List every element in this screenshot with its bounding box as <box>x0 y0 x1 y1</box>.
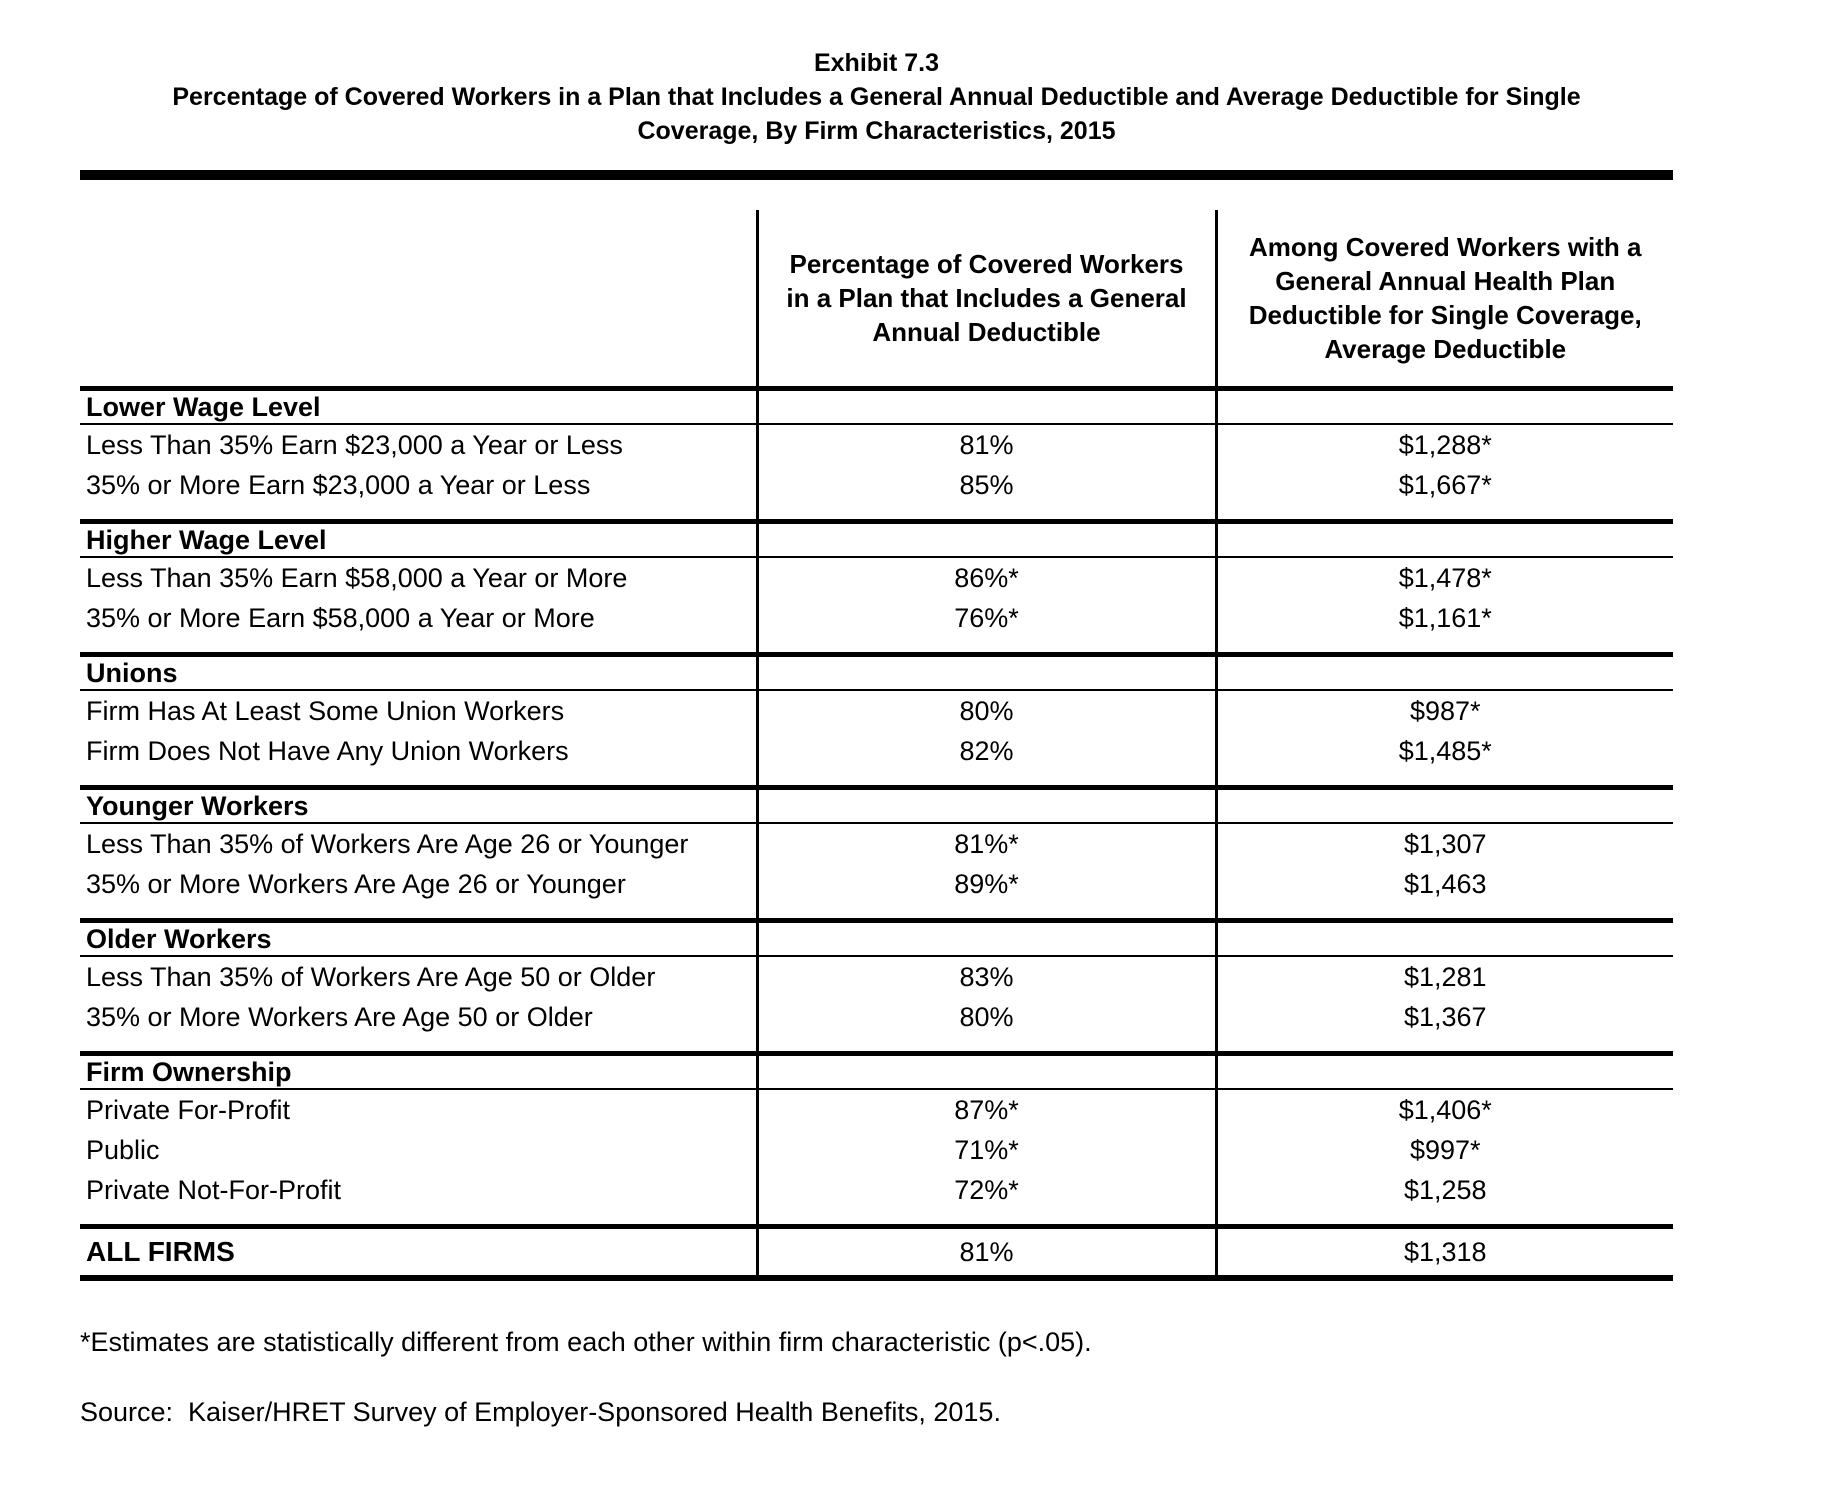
pct-value: 80% <box>757 690 1216 731</box>
deductible-value: $1,288* <box>1398 429 1492 460</box>
column-header-avg <box>1216 210 1673 389</box>
pct-value: 86%* <box>757 557 1216 598</box>
data-row <box>80 1170 1673 1210</box>
section-row <box>80 522 1673 558</box>
deductible-value: $1,161* <box>1398 602 1492 633</box>
section-gap <box>80 771 1673 788</box>
column-header-avg-line: Among Covered Workers with a <box>1249 232 1642 262</box>
data-row <box>80 557 1673 598</box>
data-row <box>80 598 1673 638</box>
all-firms-label: ALL FIRMS <box>80 1227 757 1279</box>
pct-value: 81%* <box>757 823 1216 864</box>
section-gap <box>80 1210 1673 1227</box>
document-title-line1: Percentage of Covered Workers in a Plan that Includes a General Annual Deductible and Average Deductible for Single <box>172 83 1581 111</box>
column-header-pct-line: Annual Deductible <box>872 317 1101 347</box>
section-label: Unions <box>80 655 757 691</box>
data-row <box>80 690 1673 731</box>
deductible-value: $1,281 <box>1403 961 1487 992</box>
section-label: Higher Wage Level <box>80 522 757 558</box>
data-row <box>80 731 1673 771</box>
row-label: Firm Has At Least Some Union Workers <box>80 690 757 731</box>
exhibit-document <box>80 46 1673 1429</box>
deductible-value: $1,258 <box>1403 1174 1487 1205</box>
deductible-value: $1,463 <box>1403 868 1487 899</box>
column-header-avg-line: Average Deductible <box>1324 334 1567 364</box>
section-label: Lower Wage Level <box>80 389 757 425</box>
pct-value: 82% <box>757 731 1216 771</box>
deductible-value: $1,485* <box>1398 735 1492 766</box>
pct-value: 81% <box>757 424 1216 465</box>
source-note: Source: Kaiser/HRET Survey of Employer-Sponsored Health Benefits, 2015. <box>80 1397 1001 1427</box>
section-row <box>80 921 1673 957</box>
footnote: *Estimates are statistically different from each other within firm characteristic (p<.05). <box>80 1327 1092 1357</box>
pct-value: 87%* <box>757 1089 1216 1130</box>
data-row <box>80 424 1673 465</box>
pct-value: 80% <box>757 997 1216 1037</box>
row-label: 35% or More Earn $58,000 a Year or More <box>80 598 757 638</box>
data-row <box>80 1130 1673 1170</box>
section-row <box>80 389 1673 425</box>
data-row <box>80 997 1673 1037</box>
row-label: Private For-Profit <box>80 1089 757 1130</box>
pct-value: 72%* <box>757 1170 1216 1210</box>
title-block <box>80 46 1673 148</box>
section-row <box>80 1054 1673 1090</box>
data-row <box>80 1089 1673 1130</box>
section-row <box>80 655 1673 691</box>
row-label: Public <box>80 1130 757 1170</box>
section-gap <box>80 1037 1673 1054</box>
data-row <box>80 823 1673 864</box>
section-label: Firm Ownership <box>80 1054 757 1090</box>
row-label: Private Not-For-Profit <box>80 1170 757 1210</box>
column-header-row <box>80 210 1673 389</box>
data-row <box>80 864 1673 904</box>
deductible-value: $1,367 <box>1403 1001 1487 1032</box>
section-gap <box>80 638 1673 655</box>
deductible-value: $987* <box>1409 695 1481 726</box>
deductible-value: $1,406* <box>1398 1094 1492 1125</box>
deductible-value: $1,478* <box>1398 562 1492 593</box>
pct-value: 81% <box>757 1227 1216 1279</box>
column-header-pct-line: Percentage of Covered Workers <box>789 249 1184 279</box>
title-rule <box>80 170 1673 180</box>
row-label: 35% or More Earn $23,000 a Year or Less <box>80 465 757 505</box>
pct-value: 83% <box>757 956 1216 997</box>
section-label: Younger Workers <box>80 788 757 824</box>
pct-value: 85% <box>757 465 1216 505</box>
column-header-empty <box>80 210 757 389</box>
exhibit-number: Exhibit 7.3 <box>813 49 940 77</box>
deductible-value: $1,307 <box>1403 828 1487 859</box>
section-row <box>80 788 1673 824</box>
exhibit-table <box>80 210 1673 1281</box>
row-label: Less Than 35% Earn $23,000 a Year or Less <box>80 424 757 465</box>
row-label: Firm Does Not Have Any Union Workers <box>80 731 757 771</box>
data-row <box>80 956 1673 997</box>
row-label: Less Than 35% Earn $58,000 a Year or More <box>80 557 757 598</box>
all-firms-row <box>80 1227 1673 1279</box>
section-gap <box>80 505 1673 522</box>
deductible-value: $997* <box>1409 1134 1481 1165</box>
row-label: 35% or More Workers Are Age 26 or Younger <box>80 864 757 904</box>
deductible-value: $1,667* <box>1398 469 1492 500</box>
data-row <box>80 465 1673 505</box>
deductible-value: $1,318 <box>1216 1227 1673 1279</box>
pct-value: 89%* <box>757 864 1216 904</box>
row-label: 35% or More Workers Are Age 50 or Older <box>80 997 757 1037</box>
column-header-pct <box>757 210 1216 389</box>
pct-value: 76%* <box>757 598 1216 638</box>
column-header-pct-line: in a Plan that Includes a General <box>786 283 1187 313</box>
column-header-avg-line: General Annual Health Plan <box>1275 266 1616 296</box>
section-label: Older Workers <box>80 921 757 957</box>
row-label: Less Than 35% of Workers Are Age 26 or Younger <box>80 823 757 864</box>
row-label: Less Than 35% of Workers Are Age 50 or Older <box>80 956 757 997</box>
section-gap <box>80 904 1673 921</box>
document-title-line2: Coverage, By Firm Characteristics, 2015 <box>637 117 1116 145</box>
column-header-avg-line: Deductible for Single Coverage, <box>1248 300 1642 330</box>
pct-value: 71%* <box>757 1130 1216 1170</box>
